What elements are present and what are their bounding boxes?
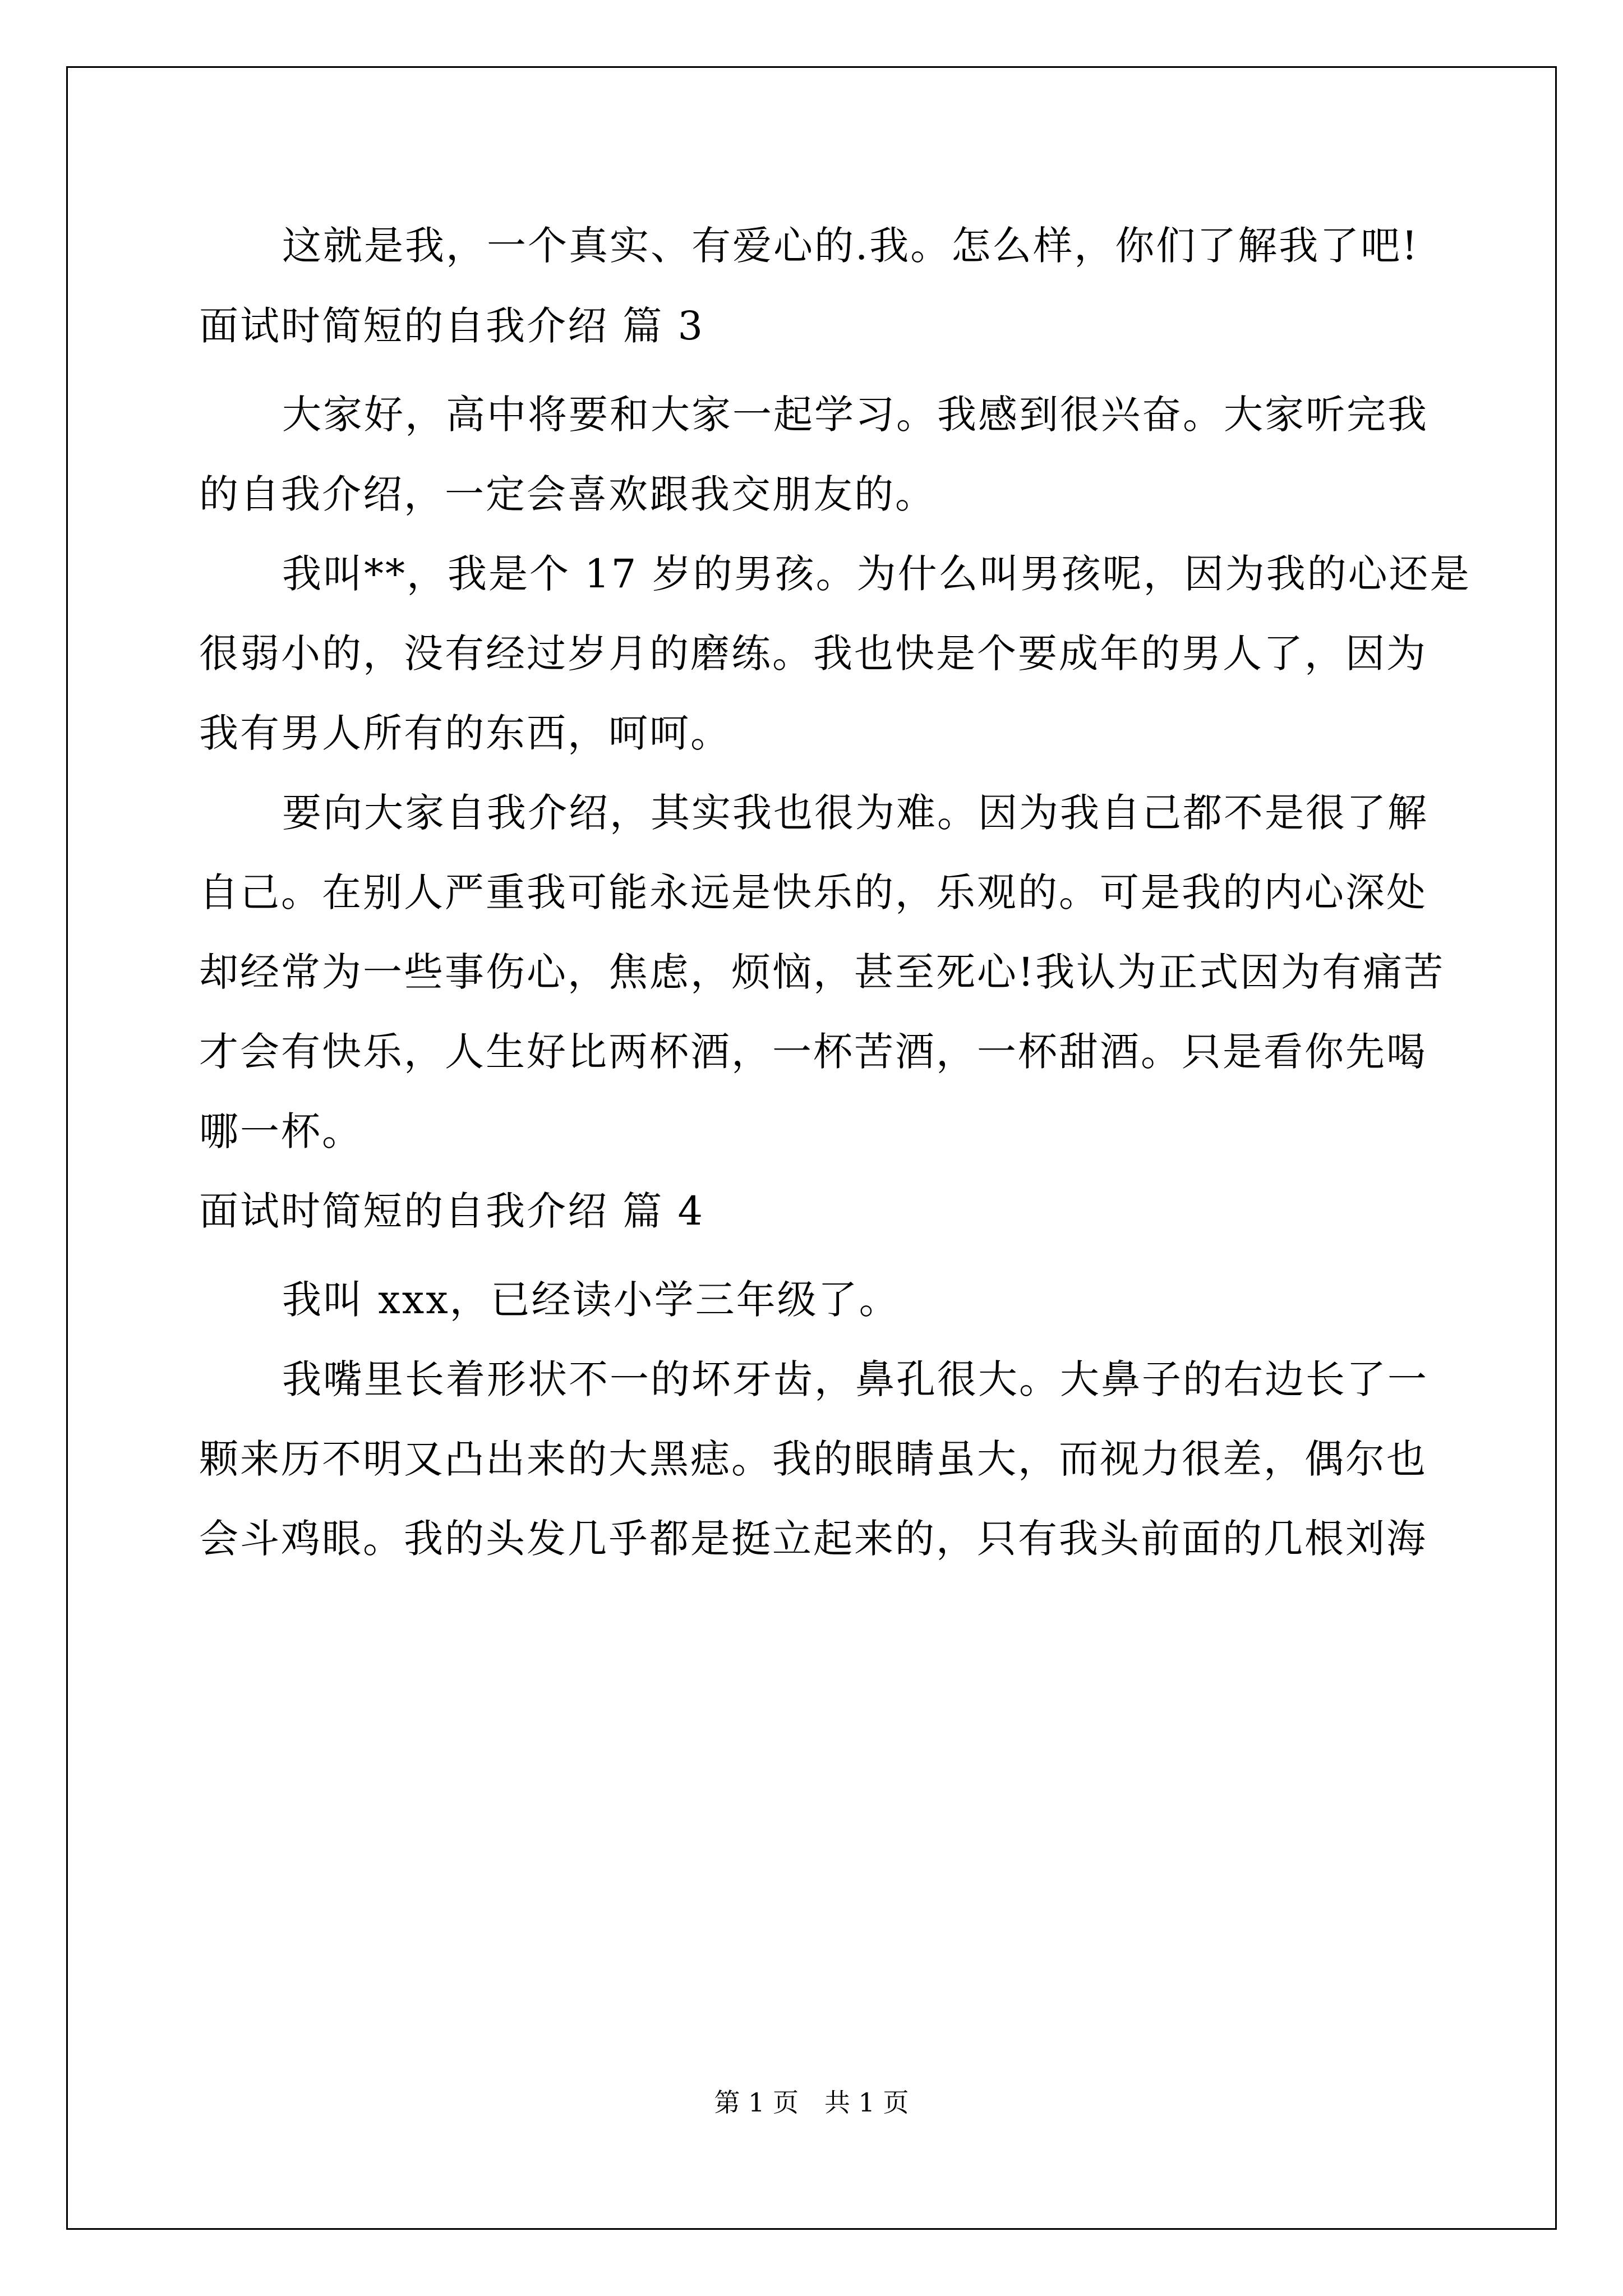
section-heading: 面试时简短的自我介绍 篇 4 xyxy=(199,1188,705,1234)
paragraph-line: 我有男人所有的东西，呵呵。 xyxy=(199,710,731,756)
paragraph-line: 会斗鸡眼。我的头发几乎都是挺立起来的，只有我头前面的几根刘海 xyxy=(199,1516,1427,1562)
paragraph-line: 才会有快乐，人生好比两杯酒，一杯苦酒，一杯甜酒。只是看你先喝 xyxy=(199,1029,1427,1075)
document-body xyxy=(199,219,1471,1566)
paragraph-line: 很弱小的，没有经过岁月的磨练。我也快是个要成年的男人了，因为 xyxy=(199,631,1427,677)
paragraph-line: 大家好，高中将要和大家一起学习。我感到很兴奋。大家听完我 xyxy=(282,392,1428,438)
paragraph-line: 要向大家自我介绍，其实我也很为难。因为我自己都不是很了解 xyxy=(282,790,1428,836)
paragraph-line: 我叫 xxx，已经读小学三年级了。 xyxy=(282,1277,900,1323)
paragraph-line: 颗来历不明又凸出来的大黑痣。我的眼睛虽大，而视力很差，偶尔也 xyxy=(199,1436,1427,1482)
paragraph-line: 我叫**，我是个 17 岁的男孩。为什么叫男孩呢，因为我的心还是 xyxy=(282,551,1471,597)
paragraph-line: 却经常为一些事伤心，焦虑，烦恼，甚至死心!我认为正式因为有痛苦 xyxy=(199,949,1445,995)
page-number-footer: 第 1 页 共 1 页 xyxy=(714,2087,909,2118)
paragraph-line: 这就是我，一个真实、有爱心的.我。怎么样，你们了解我了吧! xyxy=(282,223,1419,269)
paragraph-line: 哪一杯。 xyxy=(199,1108,363,1154)
paragraph-line: 我嘴里长着形状不一的坏牙齿，鼻孔很大。大鼻子的右边长了一 xyxy=(282,1356,1428,1402)
paragraph-line: 的自我介绍，一定会喜欢跟我交朋友的。 xyxy=(199,471,936,517)
section-heading: 面试时简短的自我介绍 篇 3 xyxy=(199,303,705,349)
paragraph-line: 自己。在别人严重我可能永远是快乐的，乐观的。可是我的内心深处 xyxy=(199,869,1427,915)
